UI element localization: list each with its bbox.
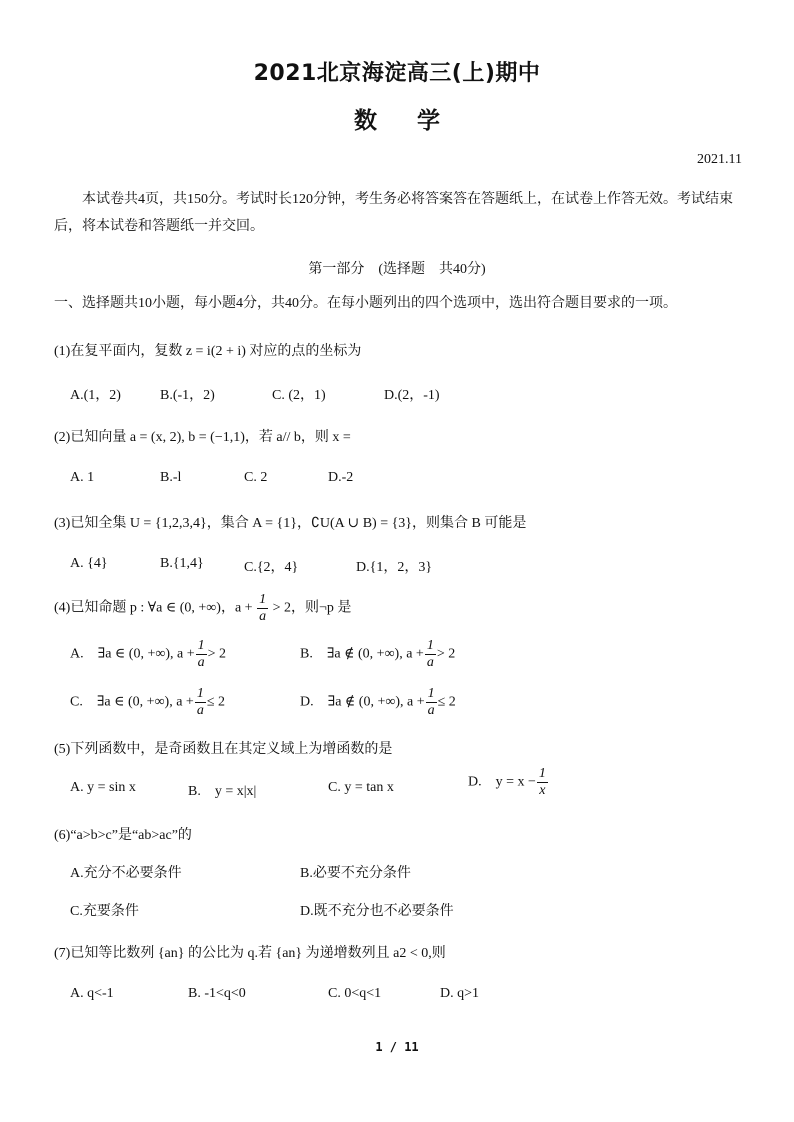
option-text: A. ∃a ∈ (0, +∞), a +: [70, 646, 195, 662]
question-2-stem: (2)已知向量 a = (x, 2), b = (−1,1)，若 a// b，则 x =: [54, 430, 351, 445]
fraction-numerator: 1: [197, 638, 205, 653]
fraction-numerator: 1: [427, 686, 435, 701]
instructions-paragraph: 本试卷共4页，共150分。考试时长120分钟，考生务必将答案答在答题纸上，在试卷上作答无效。考试结束后，将本试卷和答题纸一并交回。: [54, 192, 733, 234]
section-heading: 一、选择题共10小题，每小题4分，共40分。在每小题列出的四个选项中，选出符合题目要求的一项。: [54, 296, 677, 311]
subject-char-1: 数: [354, 108, 377, 134]
page-title: 2021北京海淀高三(上)期中: [253, 61, 541, 86]
subject-heading: [0, 102, 794, 135]
question-1-option-a: A.(1，2): [70, 388, 121, 403]
option-text: C. ∃a ∈ (0, +∞), a +: [70, 694, 194, 710]
option-inequality: > 2: [207, 646, 226, 662]
subject-char-2: 学: [417, 108, 440, 134]
option-inequality: ≤ 2: [437, 694, 456, 710]
question-5-option-a: A. y = sin x: [70, 780, 136, 795]
question-5-option-d: [468, 766, 549, 799]
question-1-option-c: C. (2，1): [272, 388, 326, 403]
question-7-option-c: C. 0<q<1: [328, 986, 382, 1001]
question-4-stem-post: > 2，则¬p 是: [272, 600, 352, 616]
question-5-stem: (5)下列函数中，是奇函数且在其定义域上为增函数的是: [54, 742, 393, 757]
option-text: B. ∃a ∉ (0, +∞), a +: [300, 646, 424, 662]
fraction-denominator: a: [427, 703, 435, 718]
fraction-numerator: 1: [196, 686, 204, 701]
question-2-option-c: C. 2: [244, 470, 268, 485]
question-7-stem: (7)已知等比数列 {an} 的公比为 q.若 {an} 为递增数列且 a2 < 0,则: [54, 946, 446, 961]
fraction-denominator: a: [197, 655, 205, 670]
question-4-option-b: [300, 638, 455, 671]
question-6-stem: (6)“a>b>c”是“ab>ac”的: [54, 828, 192, 843]
question-7-option-b: B. -1<q<0: [188, 986, 246, 1001]
question-2-option-a: A. 1: [70, 470, 95, 485]
question-5-option-b: B. y = x|x|: [188, 784, 257, 799]
option-inequality: ≤ 2: [206, 694, 226, 710]
option-text: D. y = x −: [468, 774, 536, 790]
question-1-option-d: D.(2，-1): [384, 388, 440, 403]
question-3-option-c: C.{2，4}: [244, 560, 299, 575]
question-7-option-d: D. q>1: [440, 986, 480, 1001]
fraction-denominator: a: [259, 609, 267, 624]
option-fraction: [425, 638, 436, 671]
option-fraction: [195, 686, 206, 719]
question-2-option-b: B.-l: [160, 470, 182, 485]
fraction-numerator: 1: [538, 766, 546, 781]
question-6-option-a: A.充分不必要条件: [70, 866, 182, 881]
question-3-option-a: A. {4}: [70, 556, 108, 571]
question-4-option-a: [70, 638, 226, 671]
option-fraction: [537, 766, 548, 799]
question-7-option-a: A. q<-1: [70, 986, 114, 1001]
question-4-option-d: [300, 686, 456, 719]
option-fraction: [426, 686, 437, 719]
fraction-numerator: 1: [259, 592, 267, 607]
question-6-option-d: D.既不充分也不必要条件: [300, 904, 454, 919]
question-4-option-c: [70, 686, 225, 719]
fraction-denominator: a: [196, 703, 204, 718]
question-1-option-b: B.(-1，2): [160, 388, 215, 403]
fraction-denominator: a: [426, 655, 434, 670]
fraction-denominator: x: [539, 783, 546, 798]
exam-date: 2021.11: [697, 152, 742, 167]
question-4-stem-pre: (4)已知命题 p : ∀a ∈ (0, +∞)，a +: [54, 600, 253, 616]
option-text: D. ∃a ∉ (0, +∞), a +: [300, 694, 425, 710]
option-fraction: [196, 638, 207, 671]
question-6-option-c: C.充要条件: [70, 904, 139, 919]
question-2-option-d: D.-2: [328, 470, 354, 485]
question-3-stem: (3)已知全集 U = {1,2,3,4}，集合 A = {1}，∁U(A ∪ B) = {3}，则集合 B 可能是: [54, 516, 527, 531]
question-3-option-b: B.{1,4}: [160, 556, 204, 571]
option-inequality: > 2: [436, 646, 456, 662]
question-4-stem-fraction: [257, 592, 268, 625]
page-number: 1 / 11: [375, 1040, 419, 1054]
question-3-option-d: D.{1，2，3}: [356, 560, 433, 575]
part-heading: 第一部分 (选择题 共40分): [308, 262, 486, 277]
question-1-stem: (1)在复平面内，复数 z = i(2 + i) 对应的点的坐标为: [54, 344, 362, 359]
question-5-option-c: C. y = tan x: [328, 780, 394, 795]
question-4-stem: [54, 592, 351, 625]
fraction-numerator: 1: [426, 638, 434, 653]
question-6-option-b: B.必要不充分条件: [300, 866, 411, 881]
